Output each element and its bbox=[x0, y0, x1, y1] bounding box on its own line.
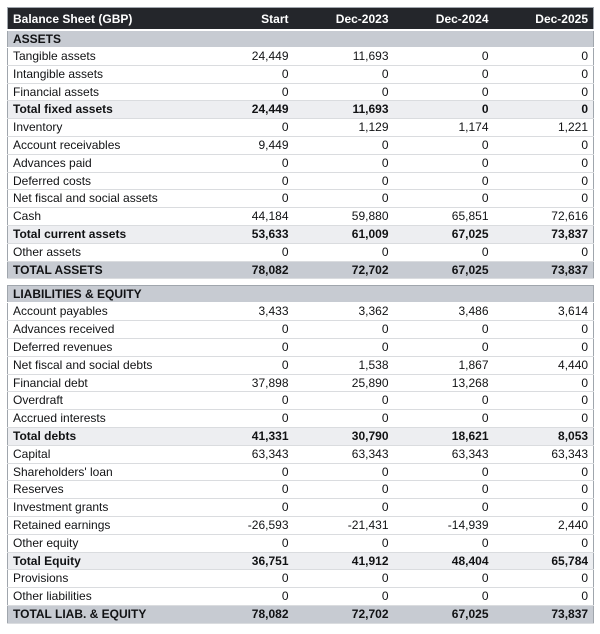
cell-value: 0 bbox=[494, 65, 594, 83]
cell-value: 0 bbox=[294, 243, 394, 261]
column-header-row bbox=[8, 8, 594, 31]
section-header-row bbox=[8, 30, 594, 48]
cell-value: 41,912 bbox=[294, 552, 394, 570]
cell-value: 61,009 bbox=[294, 225, 394, 243]
row-label: Net fiscal and social assets bbox=[8, 190, 194, 208]
cell-value: 67,025 bbox=[394, 261, 494, 279]
cell-value: 0 bbox=[194, 410, 294, 428]
cell-value: 0 bbox=[394, 154, 494, 172]
row-label: Reserves bbox=[8, 481, 194, 499]
cell-value: 0 bbox=[294, 172, 394, 190]
cell-value: 0 bbox=[294, 534, 394, 552]
cell-value: 0 bbox=[294, 570, 394, 588]
cell-value: 65,851 bbox=[394, 208, 494, 226]
row-label: Tangible assets bbox=[8, 48, 194, 66]
table-row bbox=[8, 172, 594, 190]
cell-value: 72,702 bbox=[294, 261, 394, 279]
cell-value: 0 bbox=[394, 588, 494, 606]
cell-value: 0 bbox=[194, 338, 294, 356]
table-row bbox=[8, 225, 594, 243]
table-row bbox=[8, 190, 594, 208]
cell-value: 0 bbox=[394, 499, 494, 517]
cell-value: 1,221 bbox=[494, 119, 594, 137]
cell-value: 9,449 bbox=[194, 136, 294, 154]
cell-value: 0 bbox=[494, 374, 594, 392]
table-row bbox=[8, 243, 594, 261]
cell-value: 0 bbox=[394, 101, 494, 119]
row-label: Shareholders' loan bbox=[8, 463, 194, 481]
cell-value: 0 bbox=[394, 65, 494, 83]
table-row bbox=[8, 605, 594, 623]
table-row bbox=[8, 427, 594, 445]
cell-value: 0 bbox=[494, 588, 594, 606]
cell-value: 73,837 bbox=[494, 605, 594, 623]
cell-value: 0 bbox=[194, 119, 294, 137]
cell-value: 24,449 bbox=[194, 101, 294, 119]
cell-value: 0 bbox=[194, 172, 294, 190]
cell-value: 0 bbox=[194, 190, 294, 208]
row-label: Total Equity bbox=[8, 552, 194, 570]
table-row bbox=[8, 499, 594, 517]
cell-value: 0 bbox=[394, 534, 494, 552]
cell-value: 59,880 bbox=[294, 208, 394, 226]
table-row bbox=[8, 410, 594, 428]
cell-value: 3,362 bbox=[294, 303, 394, 321]
cell-value: 11,693 bbox=[294, 101, 394, 119]
row-label: Total debts bbox=[8, 427, 194, 445]
cell-value: 0 bbox=[394, 321, 494, 339]
row-label: Other liabilities bbox=[8, 588, 194, 606]
cell-value: 0 bbox=[494, 534, 594, 552]
cell-value: 24,449 bbox=[194, 48, 294, 66]
cell-value: 0 bbox=[294, 136, 394, 154]
row-label: Investment grants bbox=[8, 499, 194, 517]
cell-value: 78,082 bbox=[194, 605, 294, 623]
row-label: Retained earnings bbox=[8, 516, 194, 534]
table-row bbox=[8, 516, 594, 534]
table-row bbox=[8, 374, 594, 392]
cell-value: 0 bbox=[394, 410, 494, 428]
cell-value: 0 bbox=[194, 570, 294, 588]
cell-value: 0 bbox=[394, 463, 494, 481]
row-label: Other assets bbox=[8, 243, 194, 261]
cell-value: 0 bbox=[194, 499, 294, 517]
cell-value: 1,174 bbox=[394, 119, 494, 137]
balance-sheet-table-liabilities-equity bbox=[7, 285, 594, 623]
cell-value: 0 bbox=[494, 392, 594, 410]
cell-value: 0 bbox=[494, 101, 594, 119]
cell-value: 73,837 bbox=[494, 261, 594, 279]
cell-value: 1,129 bbox=[294, 119, 394, 137]
cell-value: 0 bbox=[494, 463, 594, 481]
cell-value: 0 bbox=[494, 136, 594, 154]
cell-value: 0 bbox=[494, 321, 594, 339]
cell-value: 0 bbox=[194, 83, 294, 101]
cell-value: 0 bbox=[394, 190, 494, 208]
cell-value: 0 bbox=[294, 392, 394, 410]
cell-value: 3,486 bbox=[394, 303, 494, 321]
table-row bbox=[8, 392, 594, 410]
cell-value: 4,440 bbox=[494, 356, 594, 374]
cell-value: 0 bbox=[294, 83, 394, 101]
cell-value: 30,790 bbox=[294, 427, 394, 445]
cell-value: 0 bbox=[194, 356, 294, 374]
cell-value: 63,343 bbox=[394, 445, 494, 463]
cell-value: 0 bbox=[394, 83, 494, 101]
row-label: Accrued interests bbox=[8, 410, 194, 428]
row-label: TOTAL ASSETS bbox=[8, 261, 194, 279]
cell-value: 0 bbox=[194, 243, 294, 261]
cell-value: 0 bbox=[494, 190, 594, 208]
table-row bbox=[8, 463, 594, 481]
table-row bbox=[8, 338, 594, 356]
balance-sheet-table-assets bbox=[7, 7, 594, 279]
table-row bbox=[8, 208, 594, 226]
cell-value: 0 bbox=[394, 243, 494, 261]
cell-value: 67,025 bbox=[394, 225, 494, 243]
cell-value: 0 bbox=[294, 154, 394, 172]
cell-value: 0 bbox=[294, 338, 394, 356]
cell-value: 0 bbox=[394, 136, 494, 154]
cell-value: 0 bbox=[294, 481, 394, 499]
cell-value: 0 bbox=[294, 499, 394, 517]
cell-value: 0 bbox=[294, 321, 394, 339]
cell-value: -21,431 bbox=[294, 516, 394, 534]
table-row bbox=[8, 356, 594, 374]
cell-value: 0 bbox=[494, 243, 594, 261]
table-row bbox=[8, 154, 594, 172]
row-label: Account receivables bbox=[8, 136, 194, 154]
cell-value: 18,621 bbox=[394, 427, 494, 445]
cell-value: 0 bbox=[494, 172, 594, 190]
cell-value: 72,702 bbox=[294, 605, 394, 623]
row-label: Intangible assets bbox=[8, 65, 194, 83]
cell-value: 72,616 bbox=[494, 208, 594, 226]
row-label: Cash bbox=[8, 208, 194, 226]
cell-value: 0 bbox=[294, 463, 394, 481]
column-header-dec-2024: Dec-2024 bbox=[394, 8, 494, 31]
cell-value: 1,867 bbox=[394, 356, 494, 374]
cell-value: 41,331 bbox=[194, 427, 294, 445]
cell-value: 13,268 bbox=[394, 374, 494, 392]
cell-value: 0 bbox=[494, 154, 594, 172]
row-label: Other equity bbox=[8, 534, 194, 552]
cell-value: 3,614 bbox=[494, 303, 594, 321]
cell-value: 44,184 bbox=[194, 208, 294, 226]
cell-value: 8,053 bbox=[494, 427, 594, 445]
row-label: Capital bbox=[8, 445, 194, 463]
row-label: Financial assets bbox=[8, 83, 194, 101]
row-label: Advances paid bbox=[8, 154, 194, 172]
report-title: Balance Sheet (GBP) bbox=[8, 8, 194, 31]
cell-value: 0 bbox=[394, 392, 494, 410]
table-row bbox=[8, 534, 594, 552]
cell-value: 36,751 bbox=[194, 552, 294, 570]
cell-value: 25,890 bbox=[294, 374, 394, 392]
row-label: Advances received bbox=[8, 321, 194, 339]
row-label: Total current assets bbox=[8, 225, 194, 243]
row-label: Inventory bbox=[8, 119, 194, 137]
table-row bbox=[8, 321, 594, 339]
cell-value: 0 bbox=[494, 83, 594, 101]
row-label: Overdraft bbox=[8, 392, 194, 410]
cell-value: 0 bbox=[394, 570, 494, 588]
table-row bbox=[8, 65, 594, 83]
table-row bbox=[8, 588, 594, 606]
table-row bbox=[8, 552, 594, 570]
cell-value: 0 bbox=[394, 172, 494, 190]
table-row bbox=[8, 481, 594, 499]
cell-value: 37,898 bbox=[194, 374, 294, 392]
cell-value: 67,025 bbox=[394, 605, 494, 623]
row-label: TOTAL LIAB. & EQUITY bbox=[8, 605, 194, 623]
cell-value: 0 bbox=[494, 338, 594, 356]
cell-value: 1,538 bbox=[294, 356, 394, 374]
cell-value: 0 bbox=[194, 154, 294, 172]
cell-value: 0 bbox=[194, 321, 294, 339]
cell-value: 63,343 bbox=[294, 445, 394, 463]
cell-value: 0 bbox=[294, 588, 394, 606]
table-row bbox=[8, 101, 594, 119]
cell-value: 0 bbox=[294, 410, 394, 428]
cell-value: 0 bbox=[294, 65, 394, 83]
cell-value: 0 bbox=[394, 481, 494, 499]
cell-value: -26,593 bbox=[194, 516, 294, 534]
row-label: Account payables bbox=[8, 303, 194, 321]
cell-value: 2,440 bbox=[494, 516, 594, 534]
row-label: Deferred costs bbox=[8, 172, 194, 190]
cell-value: 0 bbox=[194, 481, 294, 499]
row-label: Financial debt bbox=[8, 374, 194, 392]
row-label: Total fixed assets bbox=[8, 101, 194, 119]
table-row bbox=[8, 303, 594, 321]
cell-value: 3,433 bbox=[194, 303, 294, 321]
section-title: LIABILITIES & EQUITY bbox=[8, 286, 594, 303]
row-label: Deferred revenues bbox=[8, 338, 194, 356]
cell-value: 48,404 bbox=[394, 552, 494, 570]
cell-value: 0 bbox=[194, 392, 294, 410]
table-row bbox=[8, 83, 594, 101]
table-row bbox=[8, 48, 594, 66]
cell-value: 0 bbox=[194, 463, 294, 481]
cell-value: 63,343 bbox=[194, 445, 294, 463]
column-header-start: Start bbox=[194, 8, 294, 31]
cell-value: 53,633 bbox=[194, 225, 294, 243]
cell-value: 73,837 bbox=[494, 225, 594, 243]
cell-value: 0 bbox=[294, 190, 394, 208]
section-header-row bbox=[8, 286, 594, 303]
cell-value: 0 bbox=[494, 410, 594, 428]
cell-value: 78,082 bbox=[194, 261, 294, 279]
cell-value: -14,939 bbox=[394, 516, 494, 534]
row-label: Net fiscal and social debts bbox=[8, 356, 194, 374]
table-row bbox=[8, 119, 594, 137]
row-label: Provisions bbox=[8, 570, 194, 588]
table-row bbox=[8, 136, 594, 154]
cell-value: 0 bbox=[194, 588, 294, 606]
cell-value: 0 bbox=[494, 481, 594, 499]
column-header-dec-2023: Dec-2023 bbox=[294, 8, 394, 31]
cell-value: 0 bbox=[194, 65, 294, 83]
cell-value: 0 bbox=[394, 48, 494, 66]
cell-value: 63,343 bbox=[494, 445, 594, 463]
table-row bbox=[8, 261, 594, 279]
column-header-dec-2025: Dec-2025 bbox=[494, 8, 594, 31]
cell-value: 11,693 bbox=[294, 48, 394, 66]
cell-value: 65,784 bbox=[494, 552, 594, 570]
section-title: ASSETS bbox=[8, 30, 594, 48]
cell-value: 0 bbox=[494, 48, 594, 66]
cell-value: 0 bbox=[394, 338, 494, 356]
table-row bbox=[8, 445, 594, 463]
table-row bbox=[8, 570, 594, 588]
cell-value: 0 bbox=[194, 534, 294, 552]
cell-value: 0 bbox=[494, 570, 594, 588]
cell-value: 0 bbox=[494, 499, 594, 517]
